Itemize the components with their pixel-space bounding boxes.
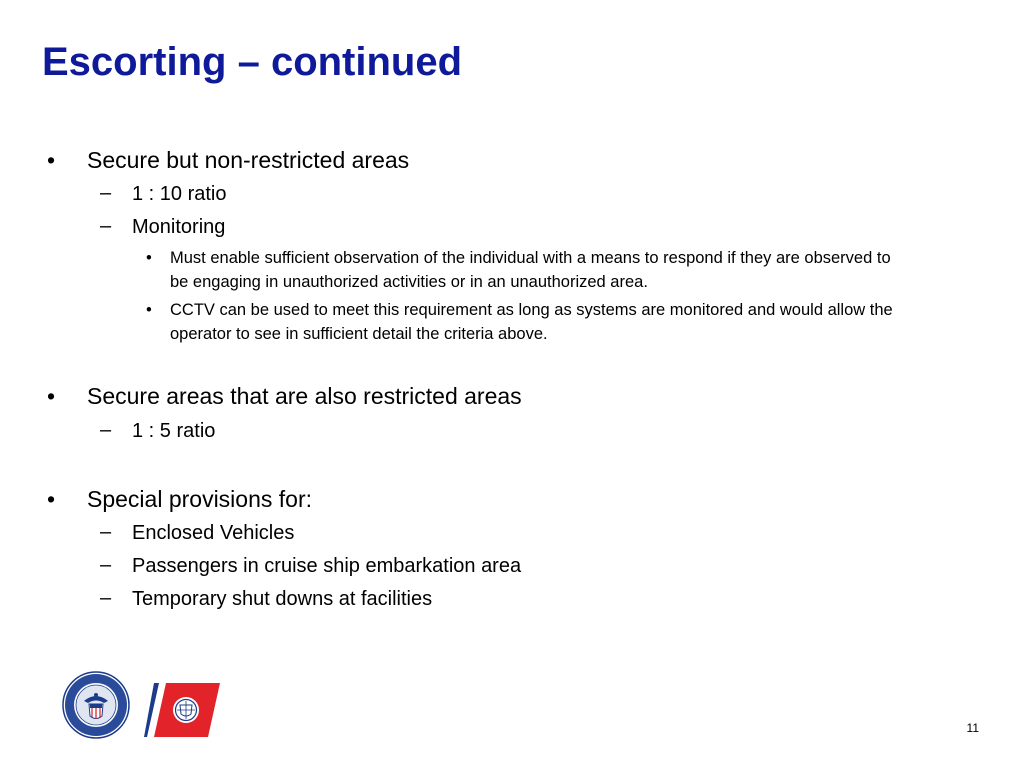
page-number: 11 — [966, 721, 979, 735]
dash-marker: – — [100, 554, 112, 576]
bullet-marker: • — [146, 301, 152, 319]
bullet-marker: • — [47, 147, 56, 173]
dash-marker: – — [100, 587, 112, 609]
section1-sub2: Monitoring — [132, 216, 226, 238]
dash-marker: – — [100, 182, 112, 204]
section2-sub1: 1 : 5 ratio — [132, 420, 216, 442]
slide-title: Escorting – continued — [42, 40, 463, 84]
section3-sub: Enclosed Vehicles — [132, 522, 295, 544]
section1-heading: Secure but non-restricted areas — [87, 147, 410, 173]
section2-heading: Secure areas that are also restricted areas — [87, 383, 522, 409]
bullet-marker: • — [47, 486, 56, 512]
coast-guard-stripe-icon — [144, 683, 220, 737]
dash-marker: – — [100, 521, 112, 543]
dhs-seal-icon — [62, 671, 130, 739]
bullet-marker: • — [47, 383, 56, 409]
section3-sub: Passengers in cruise ship embarkation area — [132, 555, 522, 577]
section3-sub: Temporary shut downs at facilities — [132, 588, 433, 610]
bullet-marker: • — [146, 249, 152, 267]
section1-sub2-item: CCTV can be used to meet this requirement as long as systems are monitored and would allow the operator to see in sufficient detail the criteria above. — [170, 301, 893, 343]
section3-heading: Special provisions for: — [87, 486, 312, 512]
dash-marker: – — [100, 215, 112, 237]
section1-sub1: 1 : 10 ratio — [132, 183, 227, 205]
dash-marker: – — [100, 419, 112, 441]
section1-sub2-item: Must enable sufficient observation of the individual with a means to respond if they are observed to be engaging in unauthorized activities or in an unauthorized area. — [170, 249, 891, 291]
